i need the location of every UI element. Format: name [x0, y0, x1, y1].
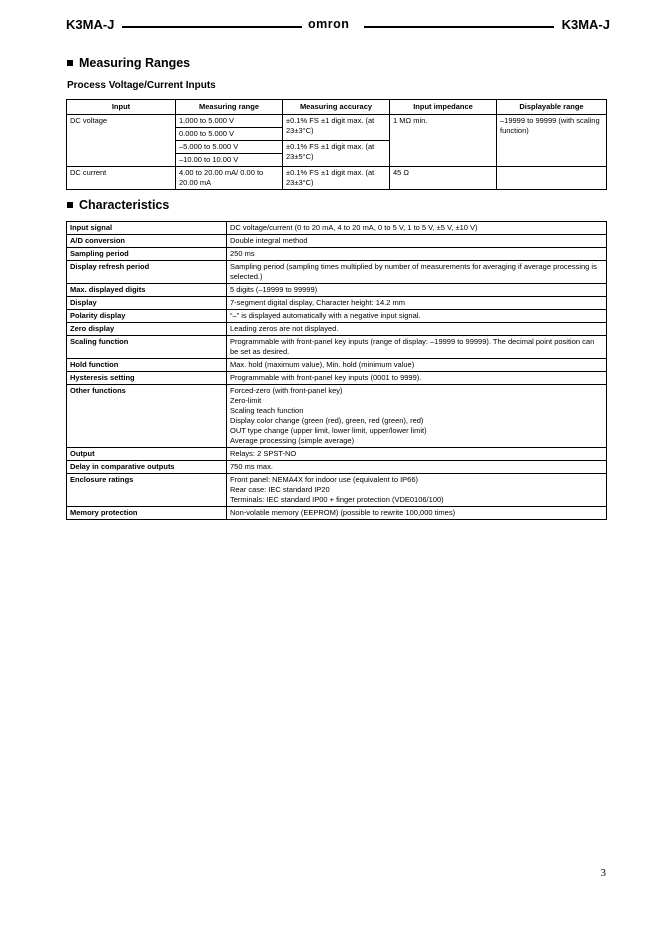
range-cell: 4.00 to 20.00 mA/ 0.00 to 20.00 mA: [176, 167, 283, 190]
table-row: [67, 222, 607, 235]
spec-label: Output: [67, 448, 227, 461]
spec-label: Other functions: [67, 385, 227, 448]
table-row: [67, 474, 607, 507]
spec-value: 250 ms: [227, 248, 607, 261]
header-right-title: K3MA-J: [561, 17, 610, 32]
range-cell: –5.000 to 5.000 V: [176, 141, 283, 154]
spec-label: Max. displayed digits: [67, 284, 227, 297]
brand-logo: omron: [308, 17, 350, 31]
table-row: [67, 297, 607, 310]
spec-value: Non-volatile memory (EEPROM) (possible to rewrite 100,000 times): [227, 507, 607, 520]
table-row: [67, 385, 607, 448]
accuracy-cell: ±0.1% FS ±1 digit max. (at 23±3°C): [283, 167, 390, 190]
page-header: [66, 17, 610, 37]
spec-label: A/D conversion: [67, 235, 227, 248]
table-row: [67, 461, 607, 474]
spec-value: Double integral method: [227, 235, 607, 248]
impedance-cell: 1 MΩ min.: [390, 115, 497, 167]
table-row: [67, 507, 607, 520]
input-dc-current: DC current: [67, 167, 176, 190]
spec-value: Programmable with front-panel key inputs (0001 to 9999).: [227, 372, 607, 385]
section-title-measuring: Measuring Ranges: [67, 56, 190, 70]
spec-label: Scaling function: [67, 336, 227, 359]
spec-label: Memory protection: [67, 507, 227, 520]
accuracy-cell: ±0.1% FS ±1 digit max. (at 23±5°C): [283, 141, 390, 167]
spec-label: Enclosure ratings: [67, 474, 227, 507]
table-row: [67, 310, 607, 323]
spec-label: Zero display: [67, 323, 227, 336]
spec-value: Leading zeros are not displayed.: [227, 323, 607, 336]
col-displayable: Displayable range: [497, 100, 607, 115]
accuracy-cell: ±0.1% FS ±1 digit max. (at 23±3°C): [283, 115, 390, 141]
impedance-cell: 45 Ω: [390, 167, 497, 190]
table-row: [67, 372, 607, 385]
spec-label: Hold function: [67, 359, 227, 372]
spec-label: Input signal: [67, 222, 227, 235]
input-dc-voltage: DC voltage: [67, 115, 176, 167]
bullet-square-icon: [67, 60, 73, 66]
table-row: [67, 359, 607, 372]
spec-value: “–” is displayed automatically with a negative input signal.: [227, 310, 607, 323]
header-rule-left: [122, 26, 302, 28]
table-row: [67, 248, 607, 261]
table-row: [67, 323, 607, 336]
col-range: Measuring range: [176, 100, 283, 115]
spec-label: Display refresh period: [67, 261, 227, 284]
table-row: [67, 235, 607, 248]
table-row: [67, 261, 607, 284]
spec-label: Polarity display: [67, 310, 227, 323]
section-title-characteristics: Characteristics: [67, 198, 169, 212]
subtitle-process-inputs: Process Voltage/Current Inputs: [67, 80, 216, 91]
range-cell: 0.000 to 5.000 V: [176, 128, 283, 141]
range-cell: –10.00 to 10.00 V: [176, 154, 283, 167]
spec-value: Relays: 2 SPST-NO: [227, 448, 607, 461]
spec-label: Display: [67, 297, 227, 310]
page-number: 3: [600, 867, 606, 879]
header-rule-right: [364, 26, 554, 28]
col-impedance: Input impedance: [390, 100, 497, 115]
spec-label: Delay in comparative outputs: [67, 461, 227, 474]
table-header-row: [67, 100, 607, 115]
table-row: [67, 284, 607, 297]
spec-value: 7-segment digital display, Character height: 14.2 mm: [227, 297, 607, 310]
spec-value: Programmable with front-panel key inputs (range of display: –19999 to 99999). The decimal point position can be set as desired.: [227, 336, 607, 359]
col-input: Input: [67, 100, 176, 115]
table-row: [67, 115, 607, 128]
table-row: [67, 336, 607, 359]
characteristics-table: [66, 221, 607, 520]
spec-value: Front panel: NEMA4X for indoor use (equivalent to IP66) Rear case: IEC standard IP20 Terminals: IEC standard IP00 + finger protection (VDE0106/100): [227, 474, 607, 507]
displayable-cell: [497, 167, 607, 190]
table-row: [67, 448, 607, 461]
measuring-ranges-table: [66, 99, 607, 190]
range-cell: 1.000 to 5.000 V: [176, 115, 283, 128]
table-row: [67, 167, 607, 190]
spec-label: Hysteresis setting: [67, 372, 227, 385]
spec-label: Sampling period: [67, 248, 227, 261]
spec-value: Max. hold (maximum value), Min. hold (minimum value): [227, 359, 607, 372]
displayable-cell: –19999 to 99999 (with scaling function): [497, 115, 607, 167]
spec-value: 5 digits (–19999 to 99999): [227, 284, 607, 297]
col-accuracy: Measuring accuracy: [283, 100, 390, 115]
bullet-square-icon: [67, 202, 73, 208]
spec-value: 750 ms max.: [227, 461, 607, 474]
spec-value: DC voltage/current (0 to 20 mA, 4 to 20 mA, 0 to 5 V, 1 to 5 V, ±5 V, ±10 V): [227, 222, 607, 235]
spec-value: Sampling period (sampling times multiplied by number of measurements for averaging if average processing is selected.): [227, 261, 607, 284]
spec-value: Forced-zero (with front-panel key) Zero-limit Scaling teach function Display color change (green (red), green, red (green), red) OUT type change (upper limit, lower limit, upper/lower limit) Average processing (simple average): [227, 385, 607, 448]
header-left-title: K3MA-J: [66, 17, 115, 32]
